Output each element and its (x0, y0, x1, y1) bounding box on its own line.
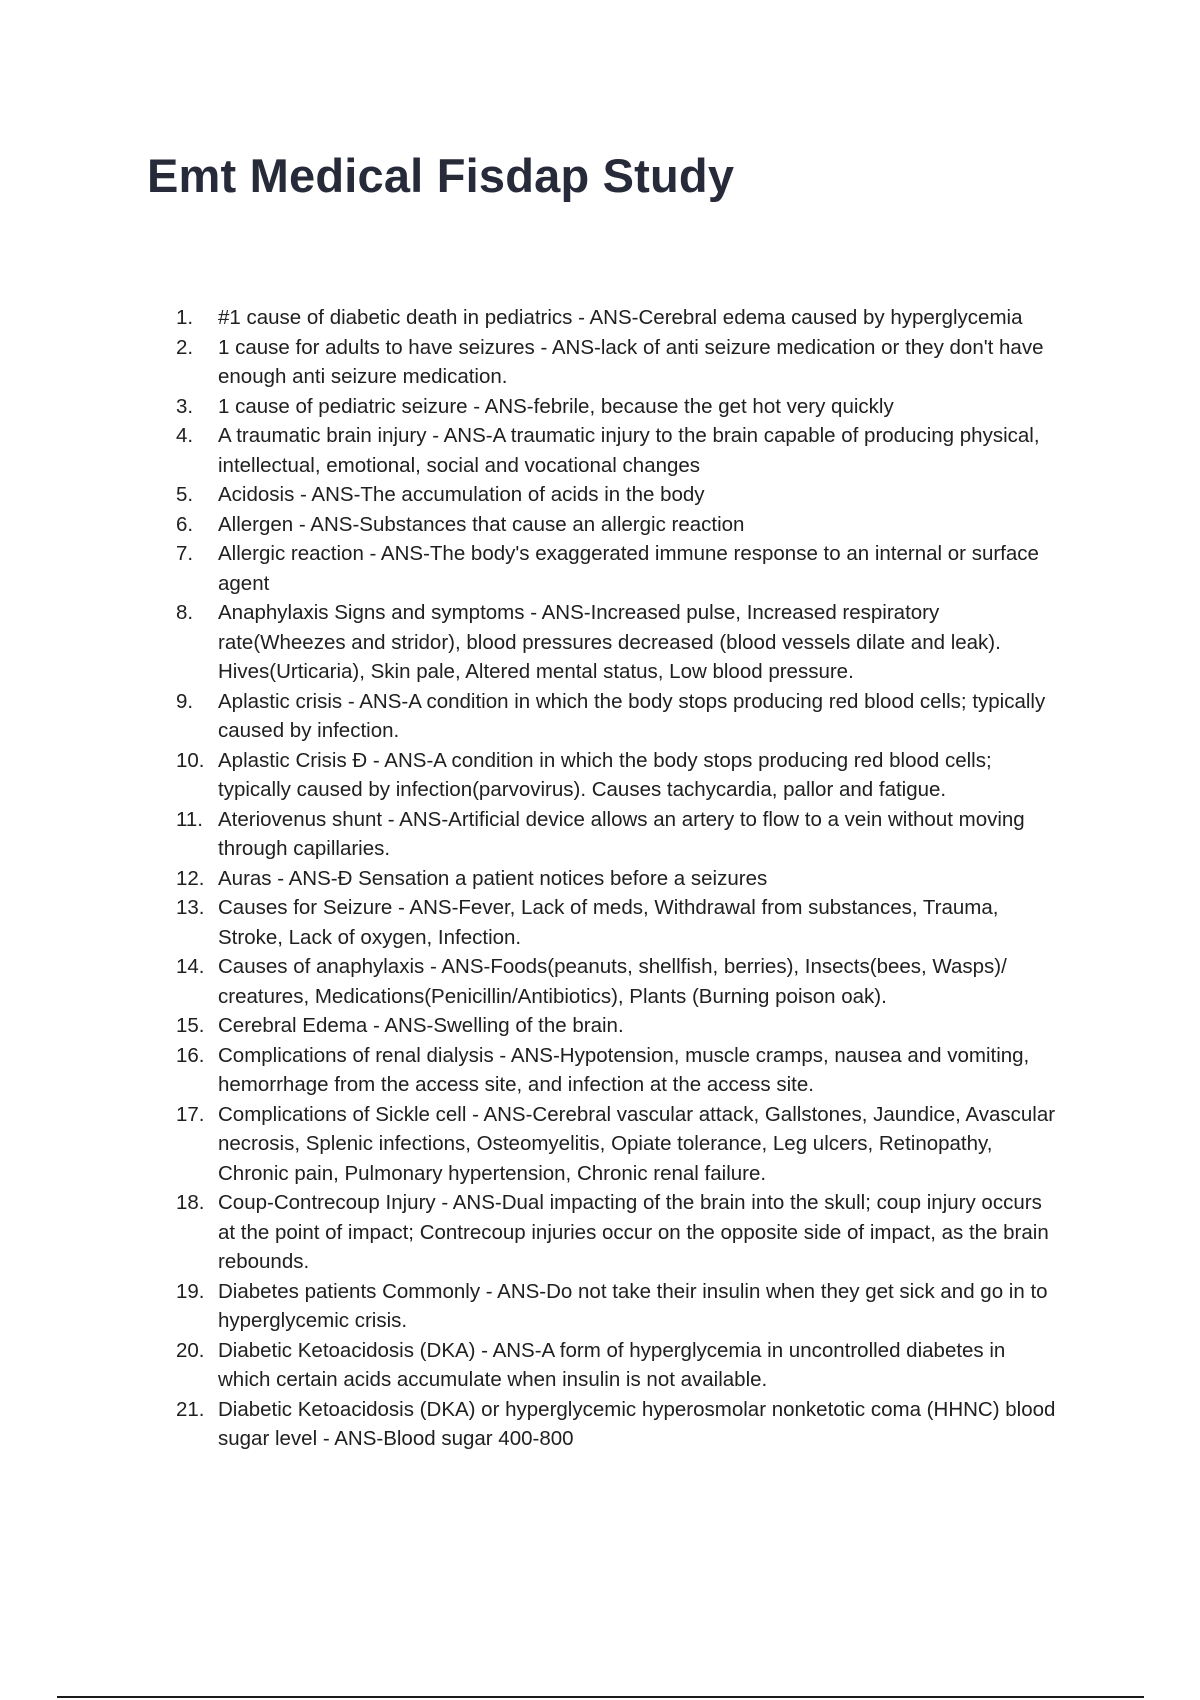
item-text: Aplastic Crisis Đ - ANS-A condition in which the body stops producing red blood cells; typically caused by infection(parvovirus). Causes tachycardia, pallor and fatigue. (218, 748, 992, 801)
item-text: Allergic reaction - ANS-The body's exaggerated immune response to an internal or surface agent (218, 542, 1039, 595)
list-item (176, 1100, 1058, 1189)
list-item (176, 1188, 1058, 1277)
item-number: 5. (176, 483, 194, 506)
item-number: 15. (176, 1014, 205, 1037)
list-item (176, 303, 1058, 333)
item-number: 9. (176, 689, 194, 713)
list-item (176, 687, 1058, 746)
item-text: Ateriovenus shunt - ANS-Artificial device allows an artery to flow to a vein without moving through capillaries. (218, 807, 1025, 860)
list-item (176, 746, 1058, 805)
list-item (176, 1041, 1058, 1100)
item-text: Allergen - ANS-Substances that cause an allergic reaction (218, 512, 745, 536)
item-text: 1 cause for adults to have seizures - ANS-lack of anti seizure medication or they don't have enough anti seizure medication. (218, 335, 1044, 388)
document-title: Emt Medical Fisdap Study (147, 149, 735, 202)
item-text: Auras - ANS-Đ Sensation a patient notices before a seizures (218, 866, 768, 890)
item-text: Coup-Contrecoup Injury - ANS-Dual impacting of the brain into the skull; coup injury occurs at the point of impact; Contrecoup injuries occur on the opposite side of impact, as the brain rebounds. (218, 1191, 1049, 1273)
footer-divider (57, 1696, 1144, 1698)
item-text: Causes of anaphylaxis - ANS-Foods(peanuts, shellfish, berries), Insects(bees, Wasps)/ creatures, Medications(Penicillin/Antibiotics), Plants (Burning poison oak). (218, 955, 1007, 1008)
item-text: Diabetes patients Commonly - ANS-Do not take their insulin when they get sick and go in to hyperglycemic crisis. (218, 1279, 1048, 1332)
list-item (176, 805, 1058, 864)
list-item (176, 1336, 1058, 1395)
list-item (176, 392, 1058, 422)
list-item (176, 952, 1058, 1011)
item-number: 4. (176, 424, 194, 447)
list-item (176, 893, 1058, 952)
item-number: 12. (176, 866, 205, 890)
item-text: 1 cause of pediatric seizure - ANS-febrile, because the get hot very quickly (218, 394, 894, 418)
item-number: 18. (176, 1191, 205, 1214)
list-item (176, 539, 1058, 598)
item-number: 13. (176, 896, 205, 919)
item-number: 14. (176, 955, 205, 978)
list-item (176, 1277, 1058, 1336)
item-text: A traumatic brain injury - ANS-A traumatic injury to the brain capable of producing physical, intellectual, emotional, social and vocational changes (218, 424, 1040, 477)
item-text: Diabetic Ketoacidosis (DKA) or hyperglycemic hyperosmolar nonketotic coma (HHNC) blood sugar level - ANS-Blood sugar 400-800 (218, 1397, 1056, 1450)
item-number: 2. (176, 335, 194, 359)
item-number: 20. (176, 1338, 205, 1362)
item-number: 16. (176, 1043, 205, 1067)
item-number: 21. (176, 1397, 205, 1421)
list-item (176, 421, 1058, 480)
item-number: 17. (176, 1102, 205, 1126)
item-number: 3. (176, 394, 194, 418)
item-text: Complications of renal dialysis - ANS-Hypotension, muscle cramps, nausea and vomiting, hemorrhage from the access site, and infection at the access site. (218, 1043, 1030, 1096)
list-item (176, 1395, 1058, 1454)
item-text: #1 cause of diabetic death in pediatrics - ANS-Cerebral edema caused by hyperglycemia (218, 306, 1023, 329)
list-item (176, 598, 1058, 687)
item-number: 19. (176, 1279, 205, 1303)
list-item (176, 1011, 1058, 1041)
item-number: 1. (176, 306, 194, 329)
item-number: 11. (176, 807, 203, 831)
item-number: 8. (176, 601, 194, 624)
study-list (176, 303, 1058, 1454)
item-text: Causes for Seizure - ANS-Fever, Lack of meds, Withdrawal from substances, Trauma, Stroke, Lack of oxygen, Infection. (218, 896, 999, 949)
item-text: Diabetic Ketoacidosis (DKA) - ANS-A form of hyperglycemia in uncontrolled diabetes in which certain acids accumulate when insulin is not available. (218, 1338, 1006, 1391)
list-item (176, 480, 1058, 510)
item-text: Aplastic crisis - ANS-A condition in which the body stops producing red blood cells; typically caused by infection. (218, 689, 1046, 742)
item-number: 7. (176, 542, 194, 565)
item-text: Cerebral Edema - ANS-Swelling of the brain. (218, 1014, 624, 1037)
item-number: 10. (176, 748, 205, 772)
item-text: Acidosis - ANS-The accumulation of acids in the body (218, 483, 705, 506)
item-text: Complications of Sickle cell - ANS-Cerebral vascular attack, Gallstones, Jaundice, Avascular necrosis, Splenic infections, Osteomyelitis, Opiate tolerance, Leg ulcers, Retinopathy, Chronic pain, Pulmonary hypertension, Chronic renal failure. (218, 1102, 1056, 1185)
item-text: Anaphylaxis Signs and symptoms - ANS-Increased pulse, Increased respiratory rate(Wheezes and stridor), blood pressures decreased (blood vessels dilate and leak). Hives(Urticaria), Skin pale, Altered mental status, Low blood pressure. (218, 601, 1001, 683)
list-item (176, 864, 1058, 894)
list-item (176, 333, 1058, 392)
item-number: 6. (176, 512, 194, 536)
list-item (176, 510, 1058, 540)
